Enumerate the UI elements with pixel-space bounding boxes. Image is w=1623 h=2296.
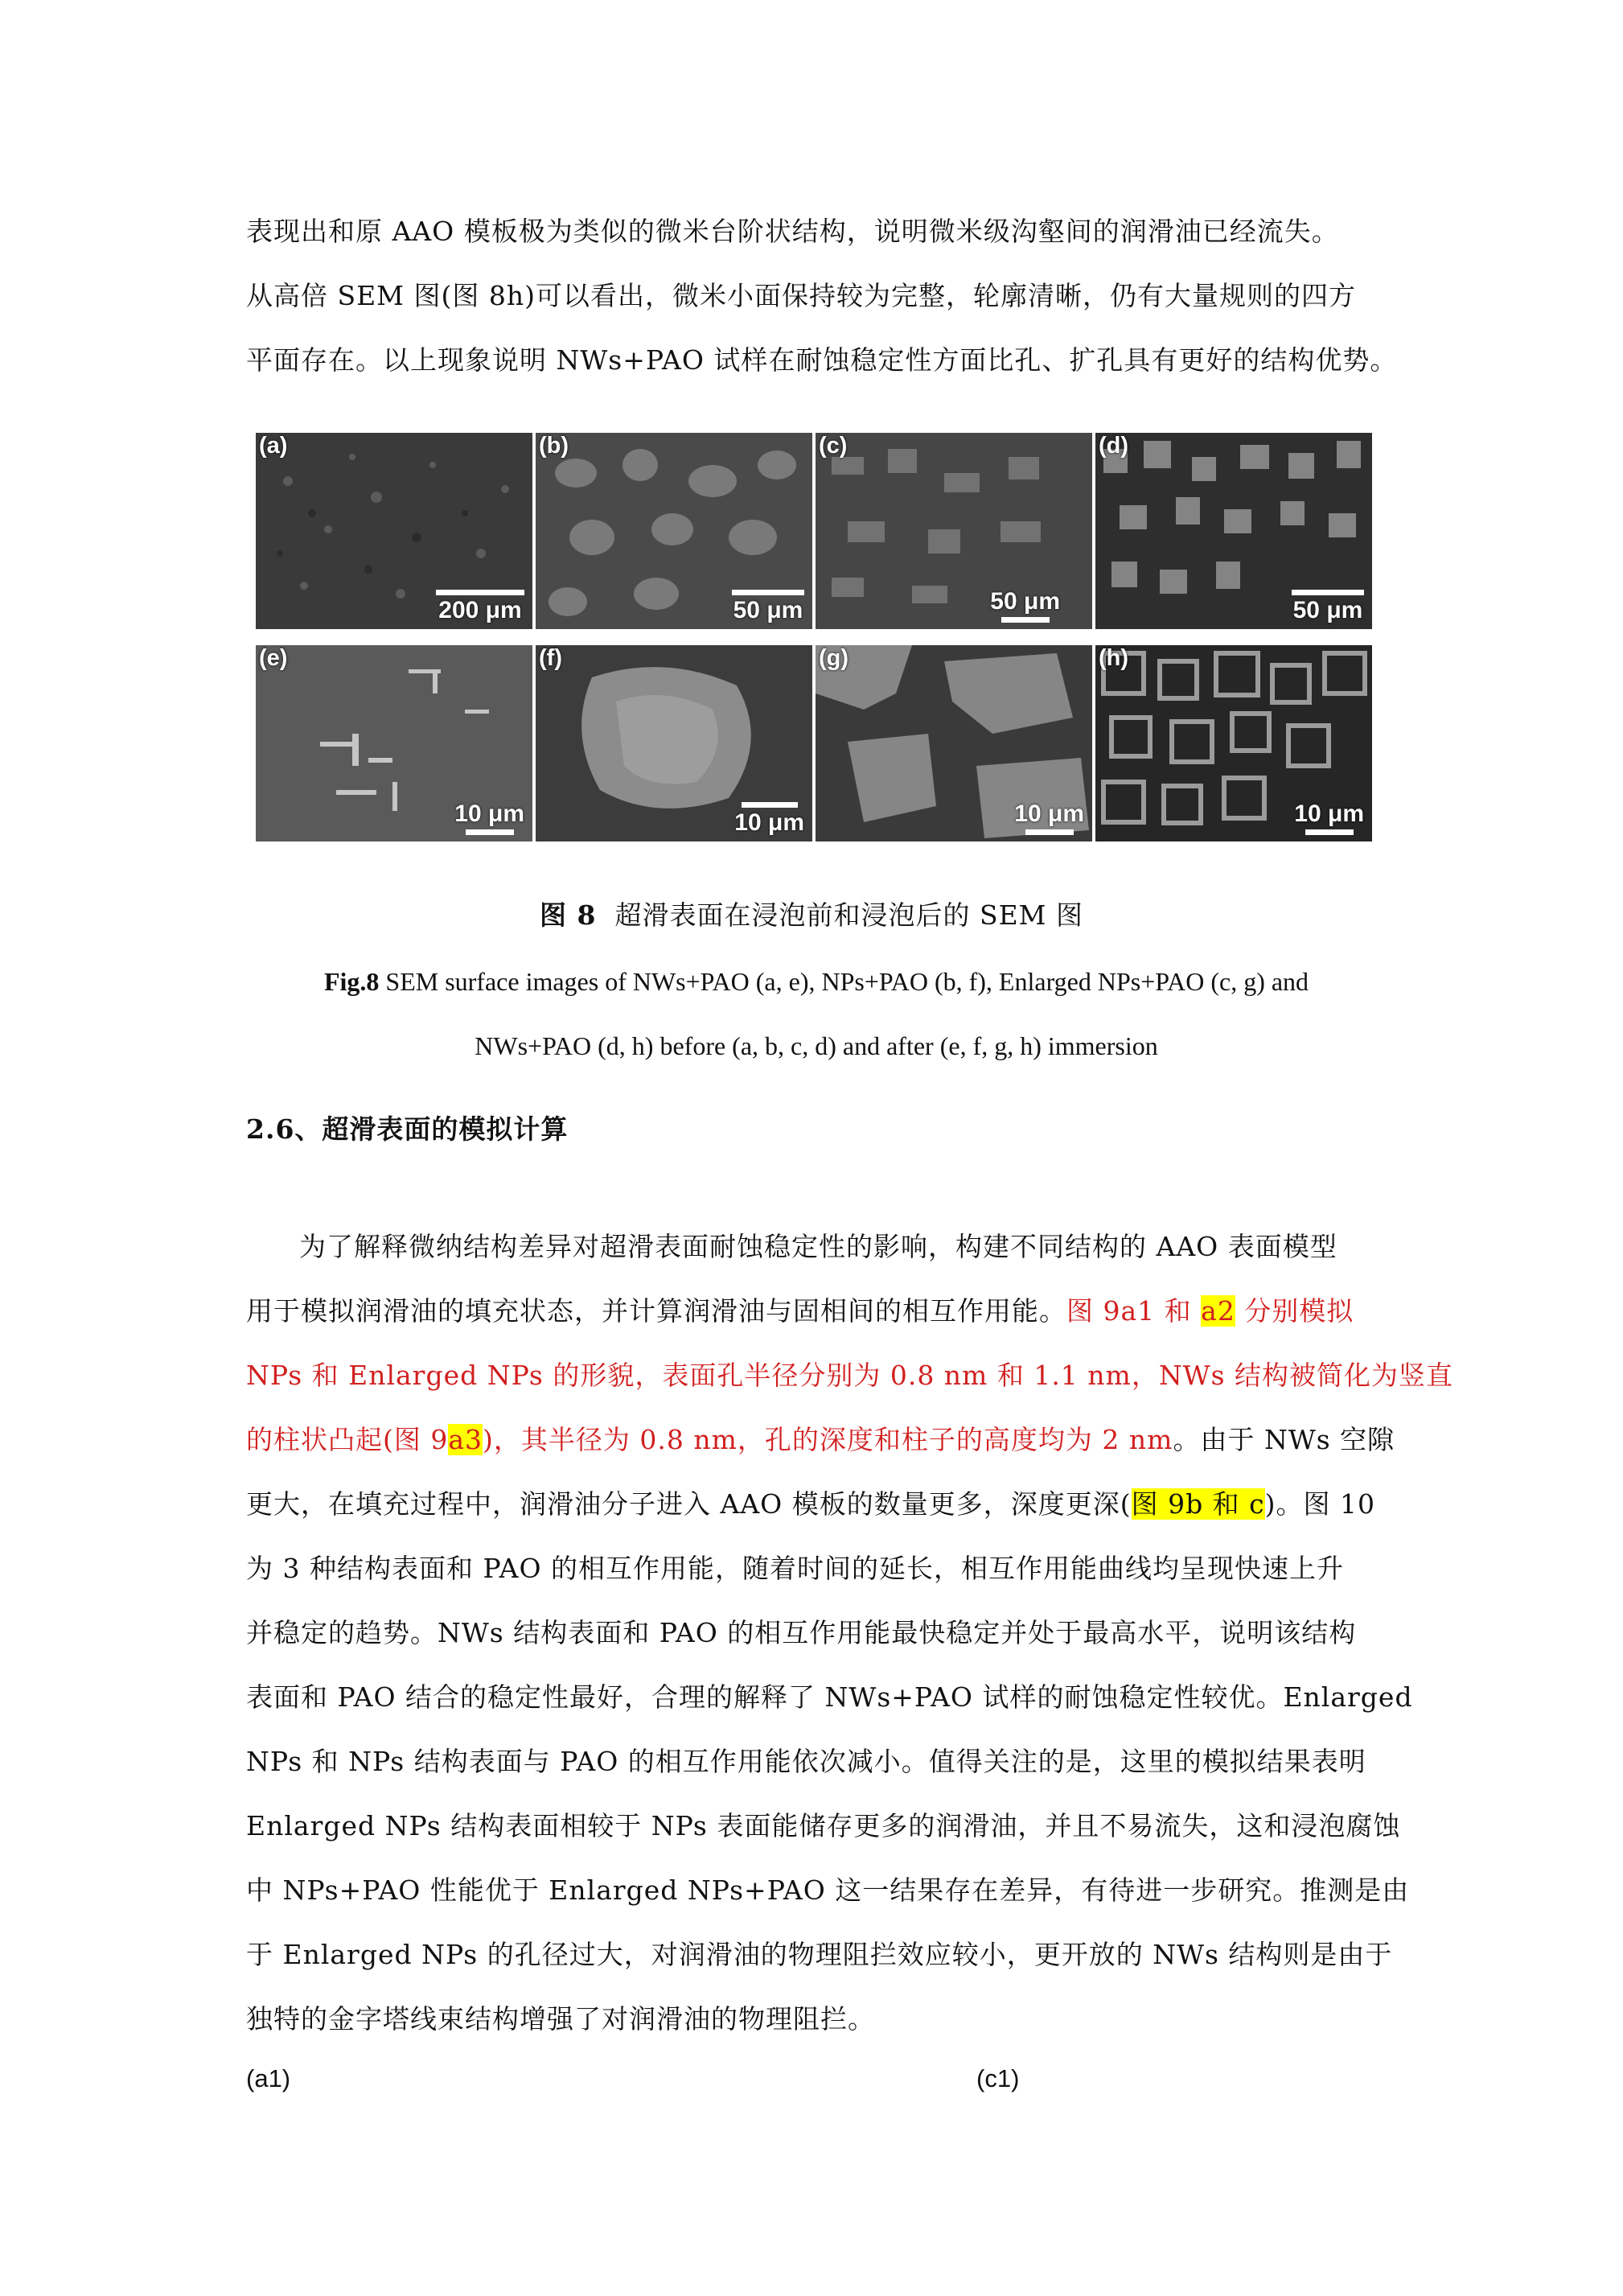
caption-en-text-1: SEM surface images of NWs+PAO (a, e), NPs+PAO (b, f), Enlarged NPs+PAO (c, g) and <box>379 967 1309 996</box>
scale-line-f <box>742 802 798 808</box>
sem-panel-e <box>256 645 532 841</box>
intro-line-1: 表现出和原 AAO 模板极为类似的微米台阶状结构，说明微米级沟壑间的润滑油已经流失。 <box>246 216 1339 247</box>
intro-line-3: 平面存在。以上现象说明 NWs+PAO 试样在耐蚀稳定性方面比孔、扩孔具有更好的结构优势。 <box>246 344 1398 376</box>
body-line-3: NPs 和 Enlarged NPs 的形貌，表面孔半径分别为 0.8 nm 和 1.1 nm，NWs 结构被简化为竖直 <box>246 1360 1454 1391</box>
body-line-12: 于 Enlarged NPs 的孔径过大，对润滑油的物理阻拦效应较小，更开放的 NWs 结构则是由于 <box>246 1939 1393 1970</box>
scale-line-g <box>1025 829 1074 835</box>
panel-label-h: (h) <box>1099 645 1129 671</box>
body-line-2 <box>246 1279 1388 1343</box>
scale-line-c <box>1001 617 1050 623</box>
body-line-11: 中 NPs+PAO 性能优于 Enlarged NPs+PAO 这一结果存在差异，有待进一步研究。推测是由 <box>246 1874 1410 1906</box>
body-line-4-c: )，其半径为 0.8 nm，孔的深度和柱子的高度均为 2 nm <box>483 1424 1173 1455</box>
figure-8-caption-en-line-1 <box>241 949 1391 1014</box>
scale-bar-c <box>990 588 1060 624</box>
scale-text-g: 10 μm <box>1014 800 1084 827</box>
body-line-9: NPs 和 NPs 结构表面与 PAO 的相互作用能依次减小。值得关注的是，这里的模拟结果表明 <box>246 1746 1366 1777</box>
scale-bar-b <box>732 590 804 624</box>
panel-label-b: (b) <box>539 433 569 459</box>
scale-bar-d <box>1292 590 1364 624</box>
scale-bar-e <box>454 800 524 837</box>
body-line-10: Enlarged NPs 结构表面相较于 NPs 表面能储存更多的润滑油，并且不易流失，这和浸泡腐蚀 <box>246 1810 1401 1841</box>
body-line-5-a: 更大，在填充过程中，润滑油分子进入 AAO 模板的数量更多，深度更深( <box>246 1488 1132 1520</box>
body-line-4 <box>246 1408 1395 1472</box>
scale-line-b <box>732 590 804 595</box>
panel-label-e: (e) <box>259 645 288 671</box>
scale-text-h: 10 μm <box>1294 800 1364 827</box>
body-line-2-d: 分别模拟 <box>1235 1295 1354 1327</box>
scale-line-d <box>1292 590 1364 595</box>
scale-bar-g <box>1014 800 1084 837</box>
scale-text-a: 200 μm <box>438 597 522 623</box>
scale-text-c: 50 μm <box>990 588 1060 615</box>
figure-9-label-c1: (c1) <box>976 2064 1020 2092</box>
sem-panel-c <box>816 433 1092 629</box>
scale-text-d: 50 μm <box>1292 597 1363 623</box>
scale-line-e <box>466 829 514 835</box>
panel-label-g: (g) <box>819 645 849 671</box>
panel-label-a: (a) <box>259 433 288 459</box>
body-line-2-a: 用于模拟润滑油的填充状态，并计算润滑油与固相间的相互作用能。 <box>246 1295 1066 1327</box>
caption-cn-text: 超滑表面在浸泡前和浸泡后的 SEM 图 <box>614 899 1083 931</box>
scale-bar-f <box>734 802 804 837</box>
sem-panel-b <box>536 433 812 629</box>
figure-9-label-a1: (a1) <box>246 2064 291 2092</box>
body-paragraph <box>246 1215 1454 2051</box>
sem-panel-f <box>536 645 812 841</box>
intro-line-2: 从高倍 SEM 图(图 8h)可以看出，微米小面保持较为完整，轮廓清晰，仍有大量规则的四方 <box>246 280 1356 311</box>
panel-label-f: (f) <box>539 645 562 671</box>
body-line-4-a: 的柱状凸起(图 9 <box>246 1424 449 1455</box>
body-line-1: 为了解释微纳结构差异对超滑表面耐蚀稳定性的影响，构建不同结构的 AAO 表面模型 <box>299 1231 1337 1262</box>
body-line-5 <box>246 1472 1388 1537</box>
scale-line-h <box>1305 829 1354 835</box>
body-line-5-c: )。图 10 <box>1264 1488 1376 1520</box>
body-line-2-b: 图 9a1 和 <box>1066 1295 1202 1327</box>
scale-text-f: 10 μm <box>734 809 804 836</box>
body-line-2-c: a2 <box>1201 1295 1235 1327</box>
figure-8-caption-en-line-2: NWs+PAO (d, h) before (a, b, c, d) and after (e, f, g, h) immersion <box>475 1031 1158 1060</box>
scale-bar-a <box>436 590 524 624</box>
intro-paragraph <box>246 200 1398 393</box>
scale-text-b: 50 μm <box>733 597 803 623</box>
body-line-4-b: a3 <box>448 1424 483 1455</box>
caption-en-label: Fig.8 <box>323 967 380 996</box>
body-line-5-b: 图 9b 和 c <box>1131 1488 1265 1520</box>
figure-8-caption-cn <box>0 895 1623 932</box>
caption-cn-label: 图 8 <box>540 899 597 931</box>
figure-8-sem-grid <box>256 433 1372 841</box>
sem-panel-a <box>256 433 532 629</box>
section-heading: 2.6、超滑表面的模拟计算 <box>246 1113 569 1145</box>
sem-panel-d <box>1095 433 1372 629</box>
body-line-13: 独特的金字塔线束结构增强了对润滑油的物理阻拦。 <box>246 2003 875 2035</box>
body-line-6: 为 3 种结构表面和 PAO 的相互作用能，随着时间的延长，相互作用能曲线均呈现快速上升 <box>246 1553 1345 1584</box>
body-line-7: 并稳定的趋势。NWs 结构表面和 PAO 的相互作用能最快稳定并处于最高水平，说明该结构 <box>246 1617 1357 1648</box>
body-line-4-d: 。由于 NWs 空隙 <box>1173 1424 1395 1455</box>
scale-text-e: 10 μm <box>454 800 524 827</box>
scale-line-a <box>436 590 524 595</box>
sem-panel-g <box>816 645 1092 841</box>
scale-bar-h <box>1294 800 1364 837</box>
body-line-8: 表面和 PAO 结合的稳定性最好，合理的解释了 NWs+PAO 试样的耐蚀稳定性较优。Enlarged <box>246 1681 1413 1713</box>
panel-label-c: (c) <box>819 433 848 459</box>
panel-label-d: (d) <box>1099 433 1129 459</box>
sem-panel-h <box>1095 645 1372 841</box>
